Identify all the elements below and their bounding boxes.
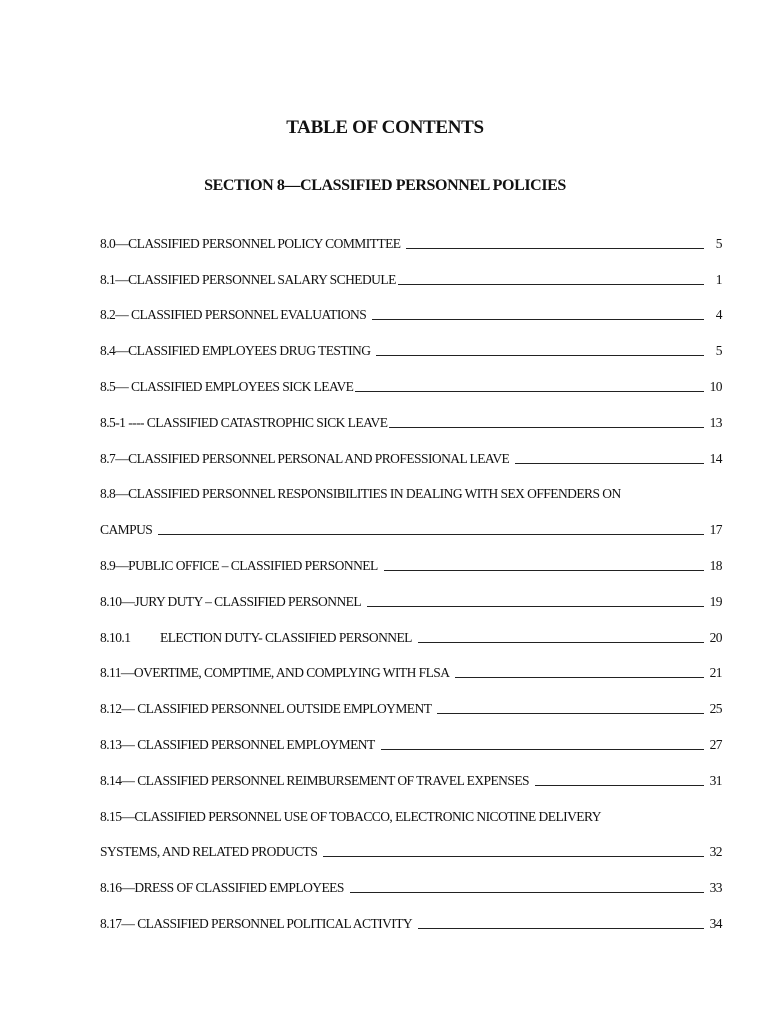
- toc-entry-number: 8.10.1: [100, 629, 131, 645]
- toc-entry-title: 8.4—CLASSIFIED EMPLOYEES DRUG TESTING: [100, 343, 371, 359]
- toc-entry[interactable]: [100, 610, 722, 646]
- toc-leader: [367, 605, 704, 607]
- section-title: SECTION 8—CLASSIFIED PERSONNEL POLICIES: [204, 177, 566, 194]
- toc-page-number: 5: [715, 235, 722, 251]
- toc-leader: [455, 676, 704, 678]
- toc-leader: [418, 927, 704, 929]
- toc-entry-title: 8.12— CLASSIFIED PERSONNEL OUTSIDE EMPLOYMENT: [100, 701, 432, 717]
- toc-leader: [381, 748, 704, 750]
- toc-entry-title: CAMPUS: [100, 522, 153, 538]
- toc-entry[interactable]: [100, 252, 722, 288]
- toc-leader: [376, 354, 704, 356]
- toc-leader: [323, 855, 704, 857]
- toc-page-number: 21: [709, 665, 722, 681]
- toc-leader: [398, 283, 704, 285]
- toc-page-number: 10: [709, 378, 722, 394]
- toc-entry-title: 8.5— CLASSIFIED EMPLOYEES SICK LEAVE: [100, 378, 354, 394]
- toc-entry-label: ELECTION DUTY- CLASSIFIED PERSONNEL: [160, 629, 412, 645]
- toc-entry-title: 8.1—CLASSIFIED PERSONNEL SALARY SCHEDULE: [100, 271, 396, 287]
- toc-page-number: 1: [715, 271, 722, 287]
- toc-leader: [372, 318, 704, 320]
- toc-page-number: 33: [709, 880, 722, 896]
- toc-entry[interactable]: [100, 789, 722, 825]
- toc-entry[interactable]: [100, 395, 722, 431]
- toc-page-number: 27: [709, 736, 722, 752]
- toc-page-number: 25: [709, 701, 722, 717]
- toc-entry-title: [100, 630, 412, 646]
- toc-leader: [384, 569, 704, 571]
- toc-leader: [418, 641, 704, 643]
- toc-entry-title: 8.8—CLASSIFIED PERSONNEL RESPONSIBILITIES IN DEALING WITH SEX OFFENDERS ON: [100, 486, 621, 502]
- toc-leader: [515, 462, 704, 464]
- table-of-contents: [100, 216, 722, 932]
- toc-leader: [355, 390, 704, 392]
- toc-entry-continued[interactable]: [100, 502, 722, 538]
- toc-leader: [350, 891, 704, 893]
- toc-leader: [535, 784, 704, 786]
- toc-page-number: 19: [709, 593, 722, 609]
- toc-entry-title: 8.9—PUBLIC OFFICE – CLASSIFIED PERSONNEL: [100, 557, 378, 573]
- toc-entry[interactable]: [100, 538, 722, 574]
- toc-entry[interactable]: [100, 323, 722, 359]
- toc-entry[interactable]: [100, 753, 722, 789]
- toc-entry[interactable]: [100, 467, 722, 503]
- toc-page-number: 13: [709, 414, 722, 430]
- toc-entry[interactable]: [100, 288, 722, 324]
- toc-entry[interactable]: [100, 717, 722, 753]
- toc-page-number: 32: [709, 844, 722, 860]
- toc-entry[interactable]: [100, 431, 722, 467]
- toc-page-number: 18: [709, 557, 722, 573]
- toc-entry-title: SYSTEMS, AND RELATED PRODUCTS: [100, 844, 318, 860]
- toc-entry-title: 8.13— CLASSIFIED PERSONNEL EMPLOYMENT: [100, 736, 375, 752]
- toc-entry-title: 8.17— CLASSIFIED PERSONNEL POLITICAL ACTIVITY: [100, 915, 413, 931]
- toc-entry-title: 8.5-1 ---- CLASSIFIED CATASTROPHIC SICK LEAVE: [100, 414, 388, 430]
- toc-entry[interactable]: [100, 896, 722, 932]
- toc-entry[interactable]: [100, 574, 722, 610]
- toc-entry[interactable]: [100, 646, 722, 682]
- toc-entry-title: 8.2— CLASSIFIED PERSONNEL EVALUATIONS: [100, 307, 367, 323]
- toc-page-number: 17: [709, 522, 722, 538]
- toc-entry-title: 8.16—DRESS OF CLASSIFIED EMPLOYEES: [100, 880, 344, 896]
- toc-page-number: 4: [715, 307, 722, 323]
- toc-entry[interactable]: [100, 681, 722, 717]
- toc-entry-title: 8.15—CLASSIFIED PERSONNEL USE OF TOBACCO, ELECTRONIC NICOTINE DELIVERY: [100, 808, 601, 824]
- toc-leader: [406, 247, 704, 249]
- toc-entry-title: 8.14— CLASSIFIED PERSONNEL REIMBURSEMENT OF TRAVEL EXPENSES: [100, 772, 529, 788]
- toc-entry[interactable]: [100, 216, 722, 252]
- toc-entry[interactable]: [100, 860, 722, 896]
- toc-leader: [437, 712, 704, 714]
- toc-entry-title: 8.11—OVERTIME, COMPTIME, AND COMPLYING WITH FLSA: [100, 665, 450, 681]
- toc-entry[interactable]: [100, 359, 722, 395]
- page-title: TABLE OF CONTENTS: [286, 117, 484, 138]
- toc-entry-title: 8.10—JURY DUTY – CLASSIFIED PERSONNEL: [100, 593, 362, 609]
- toc-page-number: 5: [715, 343, 722, 359]
- toc-entry-title: 8.7—CLASSIFIED PERSONNEL PERSONAL AND PROFESSIONAL LEAVE: [100, 450, 510, 466]
- toc-leader: [389, 426, 704, 428]
- toc-page-number: 14: [709, 450, 722, 466]
- toc-entry-title: 8.0—CLASSIFIED PERSONNEL POLICY COMMITTEE: [100, 235, 401, 251]
- toc-page-number: 20: [709, 629, 722, 645]
- toc-page-number: 31: [709, 772, 722, 788]
- toc-leader: [158, 533, 704, 535]
- toc-entry-continued[interactable]: [100, 825, 722, 861]
- toc-page-number: 34: [709, 915, 722, 931]
